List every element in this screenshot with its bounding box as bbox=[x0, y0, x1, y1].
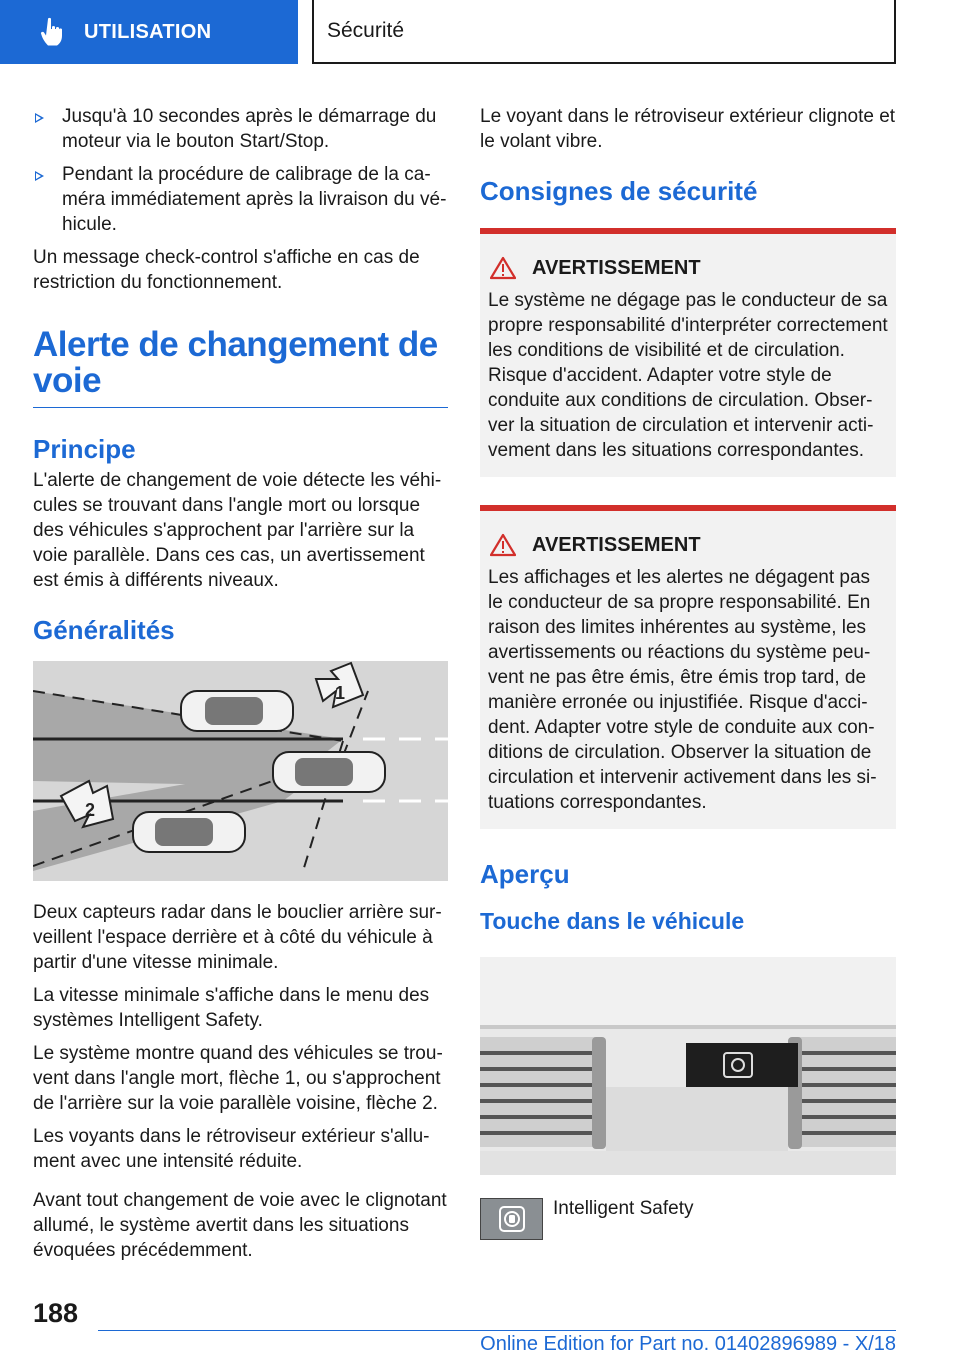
subsection-heading: Généralités bbox=[33, 615, 175, 645]
section-heading: Alerte de changement de voie bbox=[33, 327, 448, 408]
bullet-triangle-icon bbox=[35, 113, 44, 123]
legend-row bbox=[480, 1198, 896, 1240]
paragraph: Un message check-control s'affiche en cas de restriction du fonctionnement. bbox=[33, 247, 420, 293]
chapter-header bbox=[312, 0, 896, 64]
intelligent-safety-icon bbox=[497, 1204, 527, 1234]
left-column bbox=[33, 104, 448, 1271]
legend-label: Intelligent Safety bbox=[553, 1198, 694, 1219]
warning-box bbox=[480, 228, 896, 477]
warning-triangle-icon bbox=[490, 256, 516, 280]
warning-title: AVERTISSEMENT bbox=[532, 256, 701, 279]
arrow-2-label: 2 bbox=[85, 800, 96, 820]
subsection-heading: Consignes de sécurité bbox=[480, 176, 758, 206]
paragraph: Le voyant dans le rétroviseur extérieur clignote et le volant vibre. bbox=[480, 106, 896, 152]
subsection-heading: Aperçu bbox=[480, 859, 570, 889]
footer-divider bbox=[98, 1330, 896, 1331]
paragraph: Deux capteurs radar dans le bouclier arrière surveillent l'espace derrière et à côté du véhicule à partir d'une vitesse minimale. bbox=[33, 902, 442, 973]
list-item: Jusqu'à 10 secondes après le démarrage du moteur via le bouton Start/Stop. bbox=[33, 104, 448, 154]
paragraph: La vitesse minimale s'affiche dans le menu des systèmes Intelligent Safety. bbox=[33, 985, 430, 1031]
warning-text: Les affichages et les alertes ne dégagent pas le conducteur de sa propre responsabilité. En raison des limites inhérentes au système, les avertissements ou réactions du système peuvent ne pas être émis, être émis trop tard, de manière erronée ou injustifiée. Risque d'accident. Adapter votre style de conduite aux conditions de circulation. Observer la situation de circulation et intervenir activement dans les situations correspondantes. bbox=[488, 567, 877, 813]
chapter-title: Sécurité bbox=[327, 19, 405, 42]
car-top bbox=[181, 691, 293, 731]
paragraph: Le système montre quand des véhicules se trouvent dans l'angle mort, flèche 1, ou s'approchent de l'arrière sur la voie parallèle voisine, flèche 2. bbox=[33, 1043, 443, 1114]
page-number: 188 bbox=[33, 1298, 79, 1328]
edition-text: Online Edition for Part no. 01402896989 - X/18 bbox=[480, 1333, 896, 1355]
subsubsection-heading: Touche dans le véhicule bbox=[480, 908, 745, 934]
lane-change-illustration bbox=[33, 661, 448, 881]
warning-text: Le système ne dégage pas le conducteur de sa propre responsabilité d'interpréter correctement les conditions de visibilité et de circulation. Risque d'accident. Adapter votre style de conduite aux conditions de circulation. Observer la situation de circulation et intervenir activement dans les situations correspondantes. bbox=[488, 290, 888, 461]
section-tab[interactable] bbox=[0, 0, 298, 64]
paragraph: Avant tout changement de voie avec le clignotant allumé, le système avertit dans les situations évoquées précédemment. bbox=[33, 1190, 447, 1261]
bullet-triangle-icon bbox=[35, 171, 44, 181]
paragraph: Les voyants dans le rétroviseur extérieur s'allument avec une intensité réduite. bbox=[33, 1126, 430, 1172]
arrow-1-label: 1 bbox=[335, 683, 346, 703]
car-middle bbox=[273, 752, 385, 792]
hand-pointer-icon bbox=[40, 17, 66, 47]
intelligent-safety-button[interactable] bbox=[480, 1198, 543, 1240]
warning-box bbox=[480, 505, 896, 829]
right-column bbox=[480, 104, 896, 1240]
dashboard-button-photo bbox=[480, 957, 896, 1175]
section-title: UTILISATION bbox=[84, 20, 212, 43]
paragraph: L'alerte de changement de voie détecte les véhicules se trouvant dans l'angle mort ou lorsque des véhicules s'approchent par l'arrière sur la voie parallèle. Dans ces cas, un avertissement est émis à différents niveaux. bbox=[33, 470, 442, 591]
subsection-heading: Principe bbox=[33, 434, 136, 464]
warning-title: AVERTISSEMENT bbox=[532, 533, 701, 556]
warning-triangle-icon bbox=[490, 533, 516, 557]
car-bottom bbox=[133, 812, 245, 852]
list-item: Pendant la procédure de calibrage de la caméra immédiatement après la livraison du véhicule. bbox=[33, 162, 448, 237]
